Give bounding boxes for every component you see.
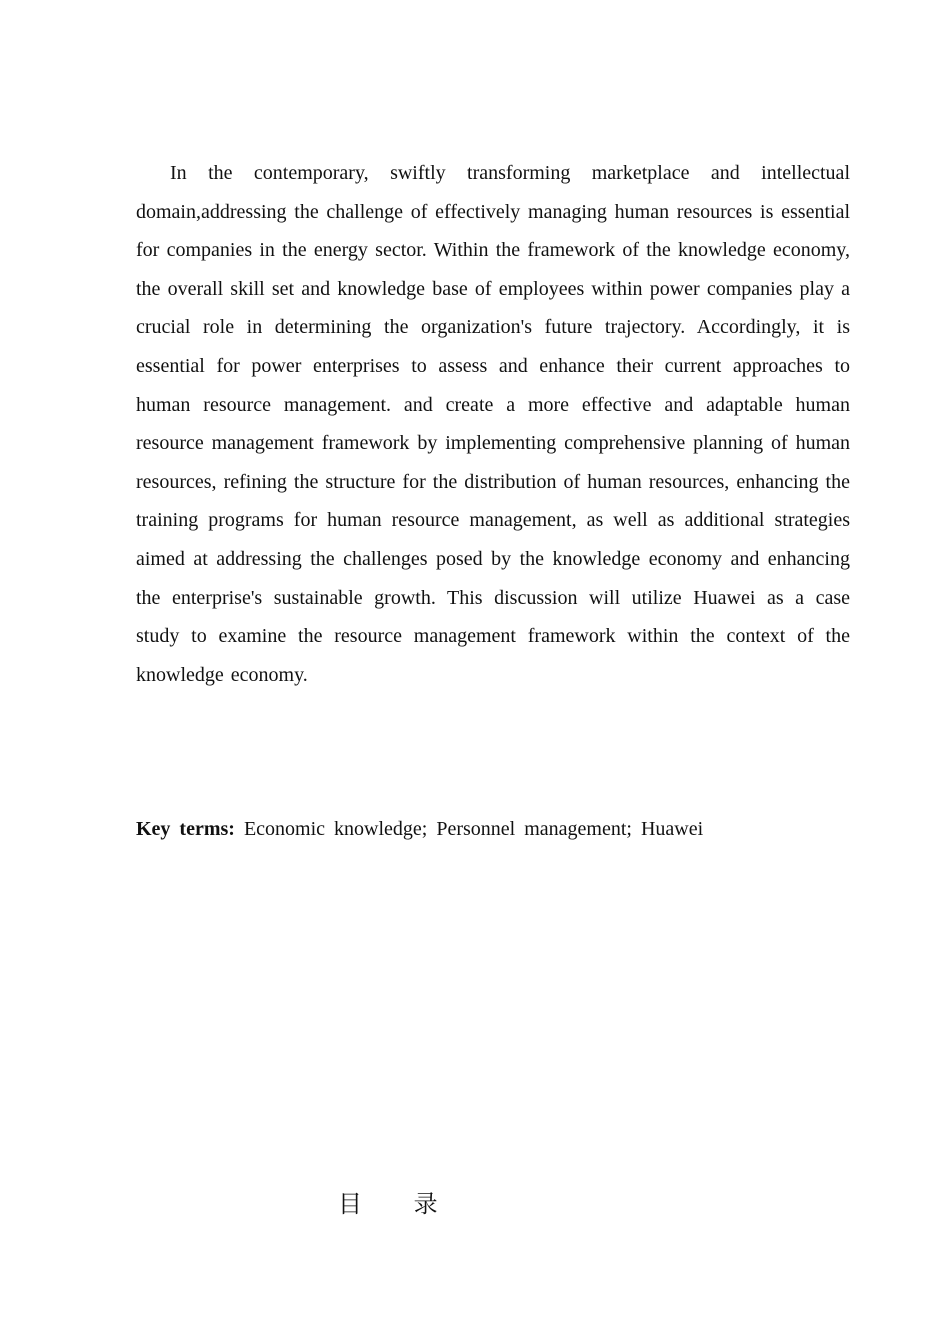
- key-terms-value: Economic knowledge; Personnel management; Huawei: [243, 818, 704, 840]
- toc-heading: 目 录: [338, 1190, 438, 1218]
- key-terms-label: Key terms:: [136, 818, 235, 840]
- abstract-paragraph: In the contemporary, swiftly transforming marketplace and intellectual domain,addressing the challenge of effectively managing human resources is essential for companies in the energy sector. Within the framework of the knowledge economy, the overall skill set and knowledge base of employees within power companies play a crucial role in determining the organization's future trajectory. Accordingly, it is essential for power enterprises to assess and enhance their current approaches to human resource management. and create a more effective and adaptable human resource management framework by implementing comprehensive planning of human resources, refining the structure for the distribution of human resources, enhancing the training programs for human resource management, as well as additional strategies aimed at addressing the challenges posed by the knowledge economy and enhancing the enterprise's sustainable growth. This discussion will utilize Huawei as a case study to examine the resource management framework within the context of the knowledge economy.: [136, 162, 850, 686]
- key-terms-line: [136, 810, 850, 848]
